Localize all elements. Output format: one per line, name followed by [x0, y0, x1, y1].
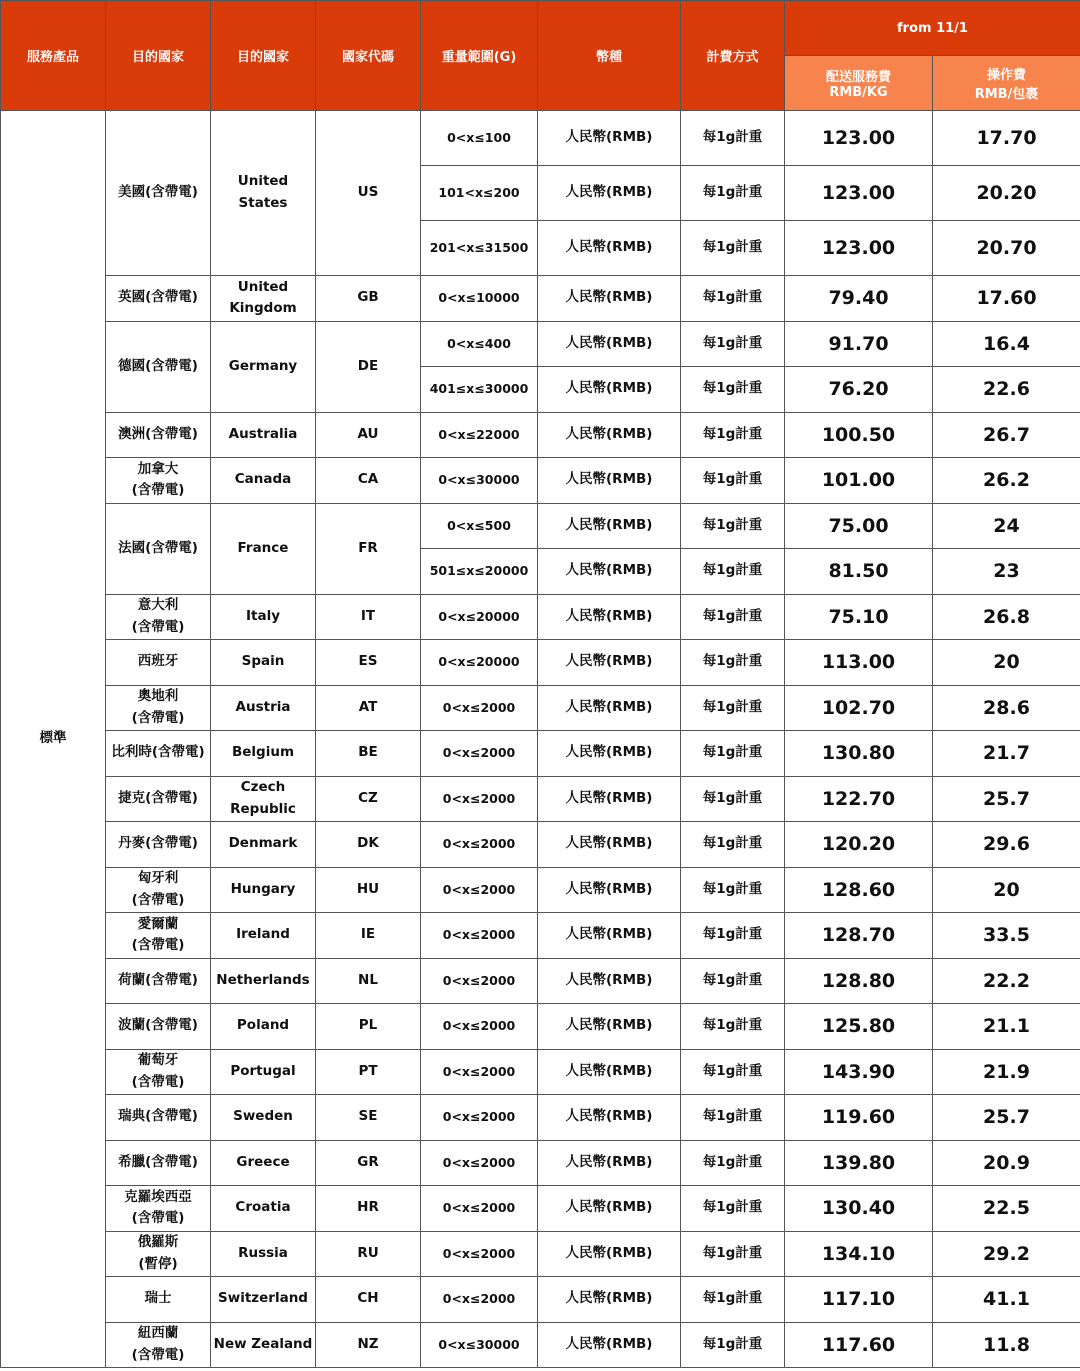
billing-cell: 每1g計重: [681, 367, 785, 413]
header-service-fee-line2: RMB/KG: [829, 85, 888, 100]
weight-range: 0<x≤400: [421, 321, 538, 367]
header-period: from 11/1: [785, 1, 1080, 56]
billing-cell: 每1g計重: [681, 503, 785, 549]
op-fee: 20.70: [933, 221, 1080, 276]
currency-cell: 人民幣(RMB): [538, 166, 681, 221]
header-product: 服務產品: [1, 1, 106, 111]
service-fee: 117.60: [785, 1322, 933, 1368]
table-row: [1, 1277, 1080, 1323]
billing-cell: 每1g計重: [681, 1004, 785, 1050]
rate-table-body: [1, 111, 1080, 1368]
weight-range: 0<x≤20000: [421, 640, 538, 686]
op-fee: 41.1: [933, 1277, 1080, 1323]
country-en: France: [211, 503, 316, 594]
op-fee: 20: [933, 867, 1080, 913]
service-fee: 125.80: [785, 1004, 933, 1050]
op-fee: 17.60: [933, 276, 1080, 322]
country-cn: 波蘭(含帶電): [106, 1004, 211, 1050]
op-fee: 26.7: [933, 412, 1080, 458]
country-en: Portugal: [211, 1049, 316, 1095]
country-code: HR: [316, 1186, 421, 1232]
table-row: [1, 321, 1080, 367]
country-en: United States: [211, 111, 316, 276]
service-fee: 100.50: [785, 412, 933, 458]
country-cn: 比利時(含帶電): [106, 731, 211, 777]
country-cn: 紐西蘭 (含帶電): [106, 1322, 211, 1368]
country-cn: 西班牙: [106, 640, 211, 686]
header-op-fee: [933, 56, 1080, 111]
country-cn: 希臘(含帶電): [106, 1140, 211, 1186]
currency-cell: 人民幣(RMB): [538, 1095, 681, 1141]
op-fee: 24: [933, 503, 1080, 549]
weight-range: 0<x≤2000: [421, 1277, 538, 1323]
billing-cell: 每1g計重: [681, 913, 785, 959]
service-fee: 102.70: [785, 685, 933, 731]
country-code: PT: [316, 1049, 421, 1095]
weight-range: 0<x≤2000: [421, 867, 538, 913]
service-fee: 130.40: [785, 1186, 933, 1232]
op-fee: 21.1: [933, 1004, 1080, 1050]
country-en: Italy: [211, 594, 316, 640]
billing-cell: 每1g計重: [681, 276, 785, 322]
op-fee: 20.9: [933, 1140, 1080, 1186]
billing-cell: 每1g計重: [681, 1231, 785, 1277]
table-row: [1, 640, 1080, 686]
table-row: [1, 1231, 1080, 1277]
country-code: SE: [316, 1095, 421, 1141]
billing-cell: 每1g計重: [681, 822, 785, 868]
country-en: Belgium: [211, 731, 316, 777]
currency-cell: 人民幣(RMB): [538, 321, 681, 367]
service-fee: 122.70: [785, 776, 933, 822]
service-fee: 76.20: [785, 367, 933, 413]
table-row: [1, 913, 1080, 959]
op-fee: 11.8: [933, 1322, 1080, 1368]
weight-range: 201<x≤31500: [421, 221, 538, 276]
op-fee: 20.20: [933, 166, 1080, 221]
country-code: IE: [316, 913, 421, 959]
currency-cell: 人民幣(RMB): [538, 640, 681, 686]
country-code: DK: [316, 822, 421, 868]
op-fee: 29.2: [933, 1231, 1080, 1277]
country-code: CA: [316, 458, 421, 504]
country-cn: 捷克(含帶電): [106, 776, 211, 822]
table-row: [1, 111, 1080, 166]
country-cn: 愛爾蘭 (含帶電): [106, 913, 211, 959]
service-fee: 139.80: [785, 1140, 933, 1186]
service-fee: 120.20: [785, 822, 933, 868]
weight-range: 0<x≤2000: [421, 1004, 538, 1050]
header-currency: 幣種: [538, 1, 681, 111]
table-row: [1, 276, 1080, 322]
table-row: [1, 1004, 1080, 1050]
country-code: AU: [316, 412, 421, 458]
weight-range: 0<x≤2000: [421, 1140, 538, 1186]
country-code: FR: [316, 503, 421, 594]
currency-cell: 人民幣(RMB): [538, 822, 681, 868]
billing-cell: 每1g計重: [681, 685, 785, 731]
service-fee: 134.10: [785, 1231, 933, 1277]
table-row: [1, 503, 1080, 549]
op-fee: 25.7: [933, 1095, 1080, 1141]
currency-cell: 人民幣(RMB): [538, 458, 681, 504]
op-fee: 25.7: [933, 776, 1080, 822]
currency-cell: 人民幣(RMB): [538, 776, 681, 822]
header-service-fee: [785, 56, 933, 111]
billing-cell: 每1g計重: [681, 221, 785, 276]
service-fee: 81.50: [785, 549, 933, 595]
country-cn: 葡萄牙 (含帶電): [106, 1049, 211, 1095]
country-cn: 荷蘭(含帶電): [106, 958, 211, 1004]
country-code: NL: [316, 958, 421, 1004]
country-code: DE: [316, 321, 421, 412]
country-code: ES: [316, 640, 421, 686]
table-row: [1, 412, 1080, 458]
country-cn: 瑞典(含帶電): [106, 1095, 211, 1141]
country-cn: 澳洲(含帶電): [106, 412, 211, 458]
service-fee: 117.10: [785, 1277, 933, 1323]
currency-cell: 人民幣(RMB): [538, 412, 681, 458]
weight-range: 401≤x≤30000: [421, 367, 538, 413]
country-en: Ireland: [211, 913, 316, 959]
country-code: BE: [316, 731, 421, 777]
currency-cell: 人民幣(RMB): [538, 913, 681, 959]
op-fee: 26.2: [933, 458, 1080, 504]
billing-cell: 每1g計重: [681, 1095, 785, 1141]
header-service-fee-line1: 配送服務費: [825, 70, 891, 85]
country-code: NZ: [316, 1322, 421, 1368]
country-code: GB: [316, 276, 421, 322]
country-cn: 克羅埃西亞 (含帶電): [106, 1186, 211, 1232]
weight-range: 0<x≤30000: [421, 458, 538, 504]
country-code: AT: [316, 685, 421, 731]
billing-cell: 每1g計重: [681, 1140, 785, 1186]
currency-cell: 人民幣(RMB): [538, 1186, 681, 1232]
country-en: Sweden: [211, 1095, 316, 1141]
table-row: [1, 685, 1080, 731]
weight-range: 0<x≤10000: [421, 276, 538, 322]
weight-range: 0<x≤2000: [421, 958, 538, 1004]
currency-cell: 人民幣(RMB): [538, 685, 681, 731]
header-op-fee-line1: 操作費: [986, 68, 1026, 83]
currency-cell: 人民幣(RMB): [538, 549, 681, 595]
currency-cell: 人民幣(RMB): [538, 1277, 681, 1323]
country-en: Australia: [211, 412, 316, 458]
currency-cell: 人民幣(RMB): [538, 1322, 681, 1368]
country-en: Czech Republic: [211, 776, 316, 822]
billing-cell: 每1g計重: [681, 166, 785, 221]
billing-cell: 每1g計重: [681, 1049, 785, 1095]
country-cn: 美國(含帶電): [106, 111, 211, 276]
weight-range: 0<x≤2000: [421, 731, 538, 777]
weight-range: 0<x≤2000: [421, 1049, 538, 1095]
weight-range: 0<x≤20000: [421, 594, 538, 640]
currency-cell: 人民幣(RMB): [538, 1004, 681, 1050]
country-code: HU: [316, 867, 421, 913]
service-fee: 91.70: [785, 321, 933, 367]
header-weight: 重量範圍(G): [421, 1, 538, 111]
country-en: New Zealand: [211, 1322, 316, 1368]
service-fee: 101.00: [785, 458, 933, 504]
op-fee: 22.2: [933, 958, 1080, 1004]
country-cn: 德國(含帶電): [106, 321, 211, 412]
table-row: [1, 731, 1080, 777]
weight-range: 101<x≤200: [421, 166, 538, 221]
currency-cell: 人民幣(RMB): [538, 367, 681, 413]
service-fee: 75.10: [785, 594, 933, 640]
weight-range: 0<x≤2000: [421, 1095, 538, 1141]
table-row: [1, 958, 1080, 1004]
header-op-fee-line2: RMB/包裹: [974, 87, 1039, 102]
weight-range: 0<x≤100: [421, 111, 538, 166]
currency-cell: 人民幣(RMB): [538, 867, 681, 913]
country-code: RU: [316, 1231, 421, 1277]
country-cn: 法國(含帶電): [106, 503, 211, 594]
currency-cell: 人民幣(RMB): [538, 221, 681, 276]
billing-cell: 每1g計重: [681, 1322, 785, 1368]
op-fee: 26.8: [933, 594, 1080, 640]
op-fee: 17.70: [933, 111, 1080, 166]
table-row: [1, 1186, 1080, 1232]
op-fee: 21.9: [933, 1049, 1080, 1095]
weight-range: 0<x≤500: [421, 503, 538, 549]
billing-cell: 每1g計重: [681, 867, 785, 913]
service-fee: 123.00: [785, 166, 933, 221]
table-row: [1, 867, 1080, 913]
service-fee: 119.60: [785, 1095, 933, 1141]
currency-cell: 人民幣(RMB): [538, 111, 681, 166]
service-fee: 123.00: [785, 111, 933, 166]
table-row: [1, 1322, 1080, 1368]
op-fee: 20: [933, 640, 1080, 686]
table-row: [1, 1095, 1080, 1141]
service-fee: 113.00: [785, 640, 933, 686]
table-row: [1, 594, 1080, 640]
weight-range: 0<x≤2000: [421, 1186, 538, 1232]
country-en: Netherlands: [211, 958, 316, 1004]
service-fee: 79.40: [785, 276, 933, 322]
weight-range: 0<x≤30000: [421, 1322, 538, 1368]
billing-cell: 每1g計重: [681, 458, 785, 504]
product-cell: 標準: [1, 111, 106, 1368]
service-fee: 75.00: [785, 503, 933, 549]
billing-cell: 每1g計重: [681, 640, 785, 686]
country-en: Denmark: [211, 822, 316, 868]
op-fee: 22.5: [933, 1186, 1080, 1232]
country-cn: 英國(含帶電): [106, 276, 211, 322]
country-cn: 加拿大 (含帶電): [106, 458, 211, 504]
country-cn: 匈牙利 (含帶電): [106, 867, 211, 913]
op-fee: 29.6: [933, 822, 1080, 868]
country-cn: 奧地利 (含帶電): [106, 685, 211, 731]
country-en: Spain: [211, 640, 316, 686]
table-row: [1, 1049, 1080, 1095]
country-code: CH: [316, 1277, 421, 1323]
billing-cell: 每1g計重: [681, 549, 785, 595]
billing-cell: 每1g計重: [681, 412, 785, 458]
country-en: Greece: [211, 1140, 316, 1186]
header-dest-cn: 目的國家: [106, 1, 211, 111]
weight-range: 0<x≤22000: [421, 412, 538, 458]
table-row: [1, 822, 1080, 868]
country-cn: 瑞士: [106, 1277, 211, 1323]
country-en: Russia: [211, 1231, 316, 1277]
currency-cell: 人民幣(RMB): [538, 1140, 681, 1186]
weight-range: 0<x≤2000: [421, 1231, 538, 1277]
header-billing: 計費方式: [681, 1, 785, 111]
header-code: 國家代碼: [316, 1, 421, 111]
country-en: Hungary: [211, 867, 316, 913]
table-row: [1, 776, 1080, 822]
country-code: GR: [316, 1140, 421, 1186]
billing-cell: 每1g計重: [681, 321, 785, 367]
billing-cell: 每1g計重: [681, 731, 785, 777]
currency-cell: 人民幣(RMB): [538, 1049, 681, 1095]
table-row: [1, 458, 1080, 504]
country-en: Poland: [211, 1004, 316, 1050]
country-en: Canada: [211, 458, 316, 504]
service-fee: 128.80: [785, 958, 933, 1004]
op-fee: 33.5: [933, 913, 1080, 959]
service-fee: 123.00: [785, 221, 933, 276]
service-fee: 128.60: [785, 867, 933, 913]
weight-range: 0<x≤2000: [421, 776, 538, 822]
table-row: [1, 1140, 1080, 1186]
currency-cell: 人民幣(RMB): [538, 503, 681, 549]
country-en: Croatia: [211, 1186, 316, 1232]
billing-cell: 每1g計重: [681, 1277, 785, 1323]
billing-cell: 每1g計重: [681, 594, 785, 640]
country-cn: 俄羅斯 (暫停): [106, 1231, 211, 1277]
country-code: CZ: [316, 776, 421, 822]
country-code: US: [316, 111, 421, 276]
currency-cell: 人民幣(RMB): [538, 594, 681, 640]
billing-cell: 每1g計重: [681, 1186, 785, 1232]
country-en: United Kingdom: [211, 276, 316, 322]
op-fee: 21.7: [933, 731, 1080, 777]
header-dest-en: 目的國家: [211, 1, 316, 111]
weight-range: 0<x≤2000: [421, 822, 538, 868]
billing-cell: 每1g計重: [681, 958, 785, 1004]
service-fee: 143.90: [785, 1049, 933, 1095]
weight-range: 501≤x≤20000: [421, 549, 538, 595]
service-fee: 130.80: [785, 731, 933, 777]
currency-cell: 人民幣(RMB): [538, 276, 681, 322]
op-fee: 16.4: [933, 321, 1080, 367]
country-code: IT: [316, 594, 421, 640]
service-fee: 128.70: [785, 913, 933, 959]
op-fee: 23: [933, 549, 1080, 595]
country-cn: 丹麥(含帶電): [106, 822, 211, 868]
op-fee: 28.6: [933, 685, 1080, 731]
currency-cell: 人民幣(RMB): [538, 1231, 681, 1277]
country-en: Germany: [211, 321, 316, 412]
weight-range: 0<x≤2000: [421, 913, 538, 959]
billing-cell: 每1g計重: [681, 111, 785, 166]
country-en: Austria: [211, 685, 316, 731]
weight-range: 0<x≤2000: [421, 685, 538, 731]
currency-cell: 人民幣(RMB): [538, 731, 681, 777]
country-code: PL: [316, 1004, 421, 1050]
country-en: Switzerland: [211, 1277, 316, 1323]
country-cn: 意大利 (含帶電): [106, 594, 211, 640]
currency-cell: 人民幣(RMB): [538, 958, 681, 1004]
op-fee: 22.6: [933, 367, 1080, 413]
billing-cell: 每1g計重: [681, 776, 785, 822]
